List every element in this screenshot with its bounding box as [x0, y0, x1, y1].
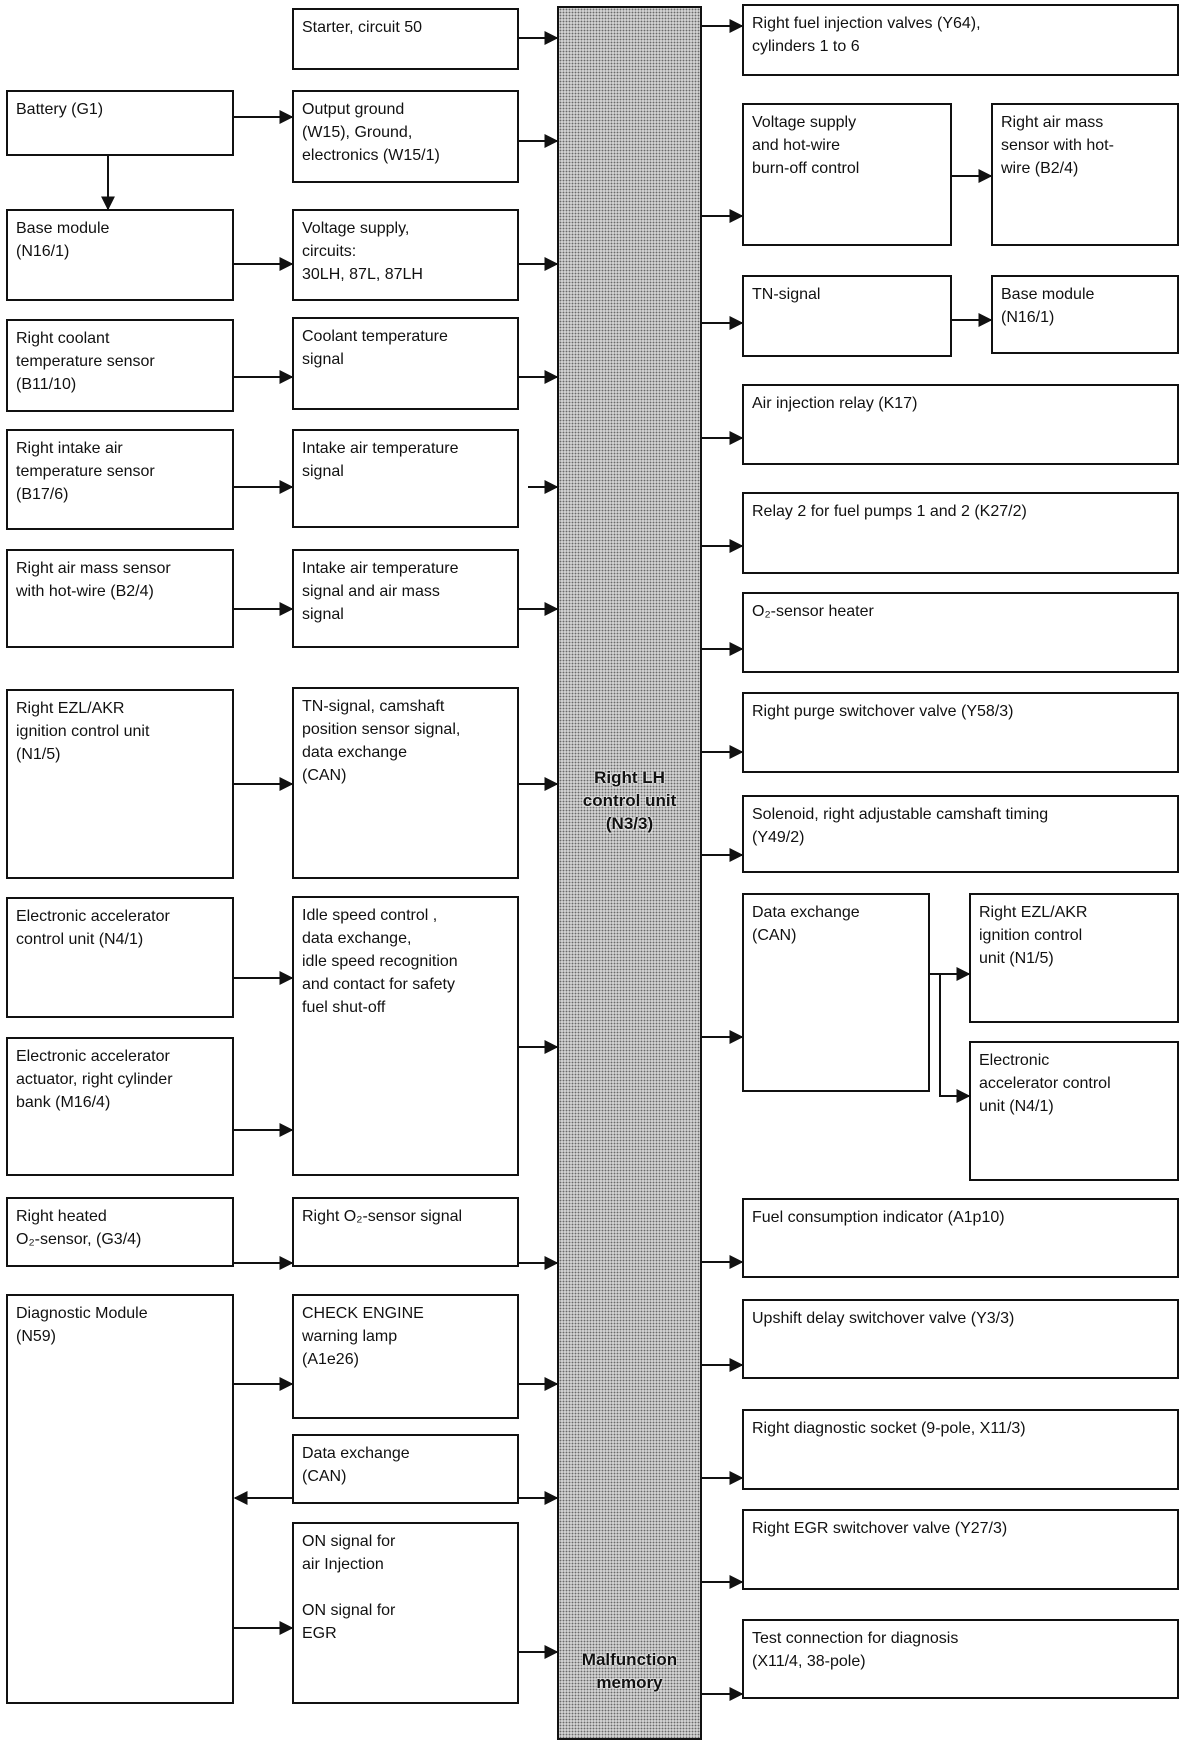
source-ezl-akr: Right EZL/AKR ignition control unit (N1/5): [6, 689, 234, 879]
output-diagnostic-socket: Right diagnostic socket (9-pole, X11/3): [742, 1409, 1179, 1490]
source-diagnostic-module: Diagnostic Module (N59): [6, 1294, 234, 1704]
output-upshift-valve: Upshift delay switchover valve (Y3/3): [742, 1299, 1179, 1379]
input-ground: Output ground (W15), Ground, electronics (W15/1): [292, 90, 519, 183]
output-purge-valve: Right purge switchover valve (Y58/3): [742, 692, 1179, 773]
input-on-signal: ON signal for air Injection ON signal for EGR: [292, 1522, 519, 1704]
input-o2-signal: Right O₂-sensor signal: [292, 1197, 519, 1267]
source-accel-actuator: Electronic accelerator actuator, right cylinder bank (M16/4): [6, 1037, 234, 1176]
input-starter: Starter, circuit 50: [292, 8, 519, 70]
output-air-injection-relay: Air injection relay (K17): [742, 384, 1179, 465]
input-coolant-signal: Coolant temperature signal: [292, 317, 519, 410]
malfunction-memory-label: Malfunction memory: [581, 1650, 678, 1692]
output-test-connection: Test connection for diagnosis (X11/4, 38-pole): [742, 1619, 1179, 1699]
input-voltage-supply: Voltage supply, circuits: 30LH, 87L, 87LH: [292, 209, 519, 301]
output-camshaft-solenoid: Solenoid, right adjustable camshaft timing (Y49/2): [742, 795, 1179, 873]
source-o2-sensor: Right heated O₂-sensor, (G3/4): [6, 1197, 234, 1267]
source-intake-sensor: Right intake air temperature sensor (B17/6): [6, 429, 234, 530]
right-lh-control-unit: [557, 6, 702, 1740]
source-air-mass-sensor: Right air mass sensor with hot-wire (B2/4): [6, 549, 234, 648]
output-voltage-hotwire: Voltage supply and hot-wire burn-off control: [742, 103, 952, 246]
source-accel-control-unit: Electronic accelerator control unit (N4/1): [6, 897, 234, 1018]
input-tn-signal: TN-signal, camshaft position sensor signal, data exchange (CAN): [292, 687, 519, 879]
output-fuel-pump-relay: Relay 2 for fuel pumps 1 and 2 (K27/2): [742, 492, 1179, 574]
input-check-engine: CHECK ENGINE warning lamp (A1e26): [292, 1294, 519, 1419]
input-intake-mass-signal: Intake air temperature signal and air mass signal: [292, 549, 519, 648]
output-egr-valve: Right EGR switchover valve (Y27/3): [742, 1509, 1179, 1590]
source-coolant-sensor: Right coolant temperature sensor (B11/10): [6, 319, 234, 412]
source-battery: Battery (G1): [6, 90, 234, 156]
target-ezl-akr: Right EZL/AKR ignition control unit (N1/5): [969, 893, 1179, 1023]
control-unit-label: Right LH control unit (N3/3): [582, 768, 677, 833]
output-o2-heater: O₂-sensor heater: [742, 592, 1179, 673]
input-can-exchange: Data exchange (CAN): [292, 1434, 519, 1504]
target-accel-control-unit: Electronic accelerator control unit (N4/1): [969, 1041, 1179, 1181]
input-idle-speed: Idle speed control , data exchange, idle speed recognition and contact for safety fuel shut-off: [292, 896, 519, 1176]
arrow-dataex-eacu2: [929, 974, 969, 1096]
output-tn-signal: TN-signal: [742, 275, 952, 357]
input-intake-signal: Intake air temperature signal: [292, 429, 519, 528]
source-base-module: Base module (N16/1): [6, 209, 234, 301]
output-fuel-consumption: Fuel consumption indicator (A1p10): [742, 1198, 1179, 1278]
target-base-module: Base module (N16/1): [991, 275, 1179, 354]
output-fuel-injection: Right fuel injection valves (Y64), cylinders 1 to 6: [742, 4, 1179, 76]
output-data-exchange: Data exchange (CAN): [742, 893, 930, 1092]
target-air-mass-sensor: Right air mass sensor with hot- wire (B2/4): [991, 103, 1179, 246]
